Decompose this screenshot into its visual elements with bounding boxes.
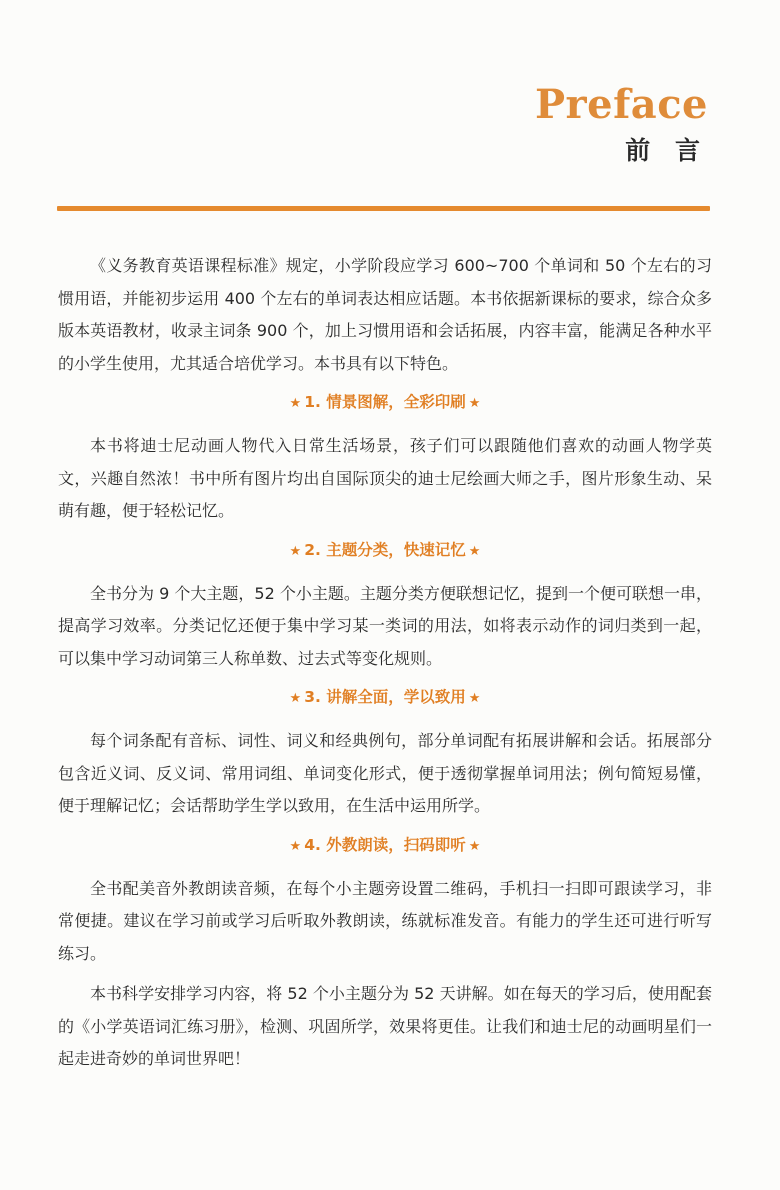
star-icon: ★ xyxy=(289,838,302,854)
section-heading-text: 4. 外教朗读，扫码即听 xyxy=(304,835,466,854)
header-divider xyxy=(57,206,710,211)
closing-paragraph: 本书科学安排学习内容，将 52 个小主题分为 52 天讲解。如在每天的学习后，使用配套的《小学英语词汇练习册》，检测、巩固所学，效果将更佳。让我们和迪士尼的动画明星们一起走进奇妙的单词世界吧！ xyxy=(58,984,712,1068)
section-paragraph-4: 全书配美音外教朗读音频，在每个小主题旁设置二维码，手机扫一扫即可跟读学习，非常便捷。建议在学习前或学习后听取外教朗读，练就标准发音。有能力的学生还可进行听写练习。 xyxy=(58,878,712,963)
preface-body xyxy=(58,250,712,1076)
section-heading-text: 2. 主题分类，快速记忆 xyxy=(304,540,466,559)
section-heading-3 xyxy=(58,681,712,715)
star-icon: ★ xyxy=(289,691,302,706)
star-icon: ★ xyxy=(468,691,481,706)
section-paragraph-2: 全书分为 9 个大主题，52 个小主题。主题分类方便联想记忆，提到一个便可联想一串，提高学习效率。分类记忆还便于集中学习某一类词的用法，如将表示动作的词归类到一起，可以集中学习动词第三人称单数、过去式等变化规则。 xyxy=(58,583,712,668)
section-paragraph-1: 本书将迪士尼动画人物代入日常生活场景，孩子们可以跟随他们喜欢的动画人物学英文，兴趣自然浓！书中所有图片均出自国际顶尖的迪士尼绘画大师之手，图片形象生动、呆萌有趣，便于轻松记忆。 xyxy=(58,436,712,520)
section-heading-text: 3. 讲解全面，学以致用 xyxy=(304,688,466,706)
star-icon: ★ xyxy=(289,396,302,411)
star-icon: ★ xyxy=(468,396,481,411)
section-heading-1 xyxy=(58,386,712,420)
intro-paragraph: 《义务教育英语课程标准》规定，小学阶段应学习 600~700 个单词和 50 个左右的习惯用语，并能初步运用 400 个左右的单词表达相应话题。本书依据新课标的要求，综合众多版本英语教材，收录主词条 900 个，加上习惯用语和会话拓展，内容丰富，能满足各种水平的小学生使用，尤其适合培优学习。本书具有以下特色。 xyxy=(58,256,712,373)
section-heading-2 xyxy=(58,534,712,568)
preface-title-en: Preface xyxy=(534,81,708,128)
star-icon: ★ xyxy=(468,838,481,854)
preface-title-cn: 前 言 xyxy=(625,136,708,165)
star-icon: ★ xyxy=(289,543,302,559)
star-icon: ★ xyxy=(468,543,481,559)
section-heading-4 xyxy=(58,829,712,863)
section-paragraph-3: 每个词条配有音标、词性、词义和经典例句，部分单词配有拓展讲解和会话。拓展部分包含近义词、反义词、常用词组、单词变化形式，便于透彻掌握单词用法；例句简短易懂，便于理解记忆；会话帮助学生学以致用，在生活中运用所学。 xyxy=(58,731,712,815)
section-heading-text: 1. 情景图解，全彩印刷 xyxy=(304,393,466,411)
